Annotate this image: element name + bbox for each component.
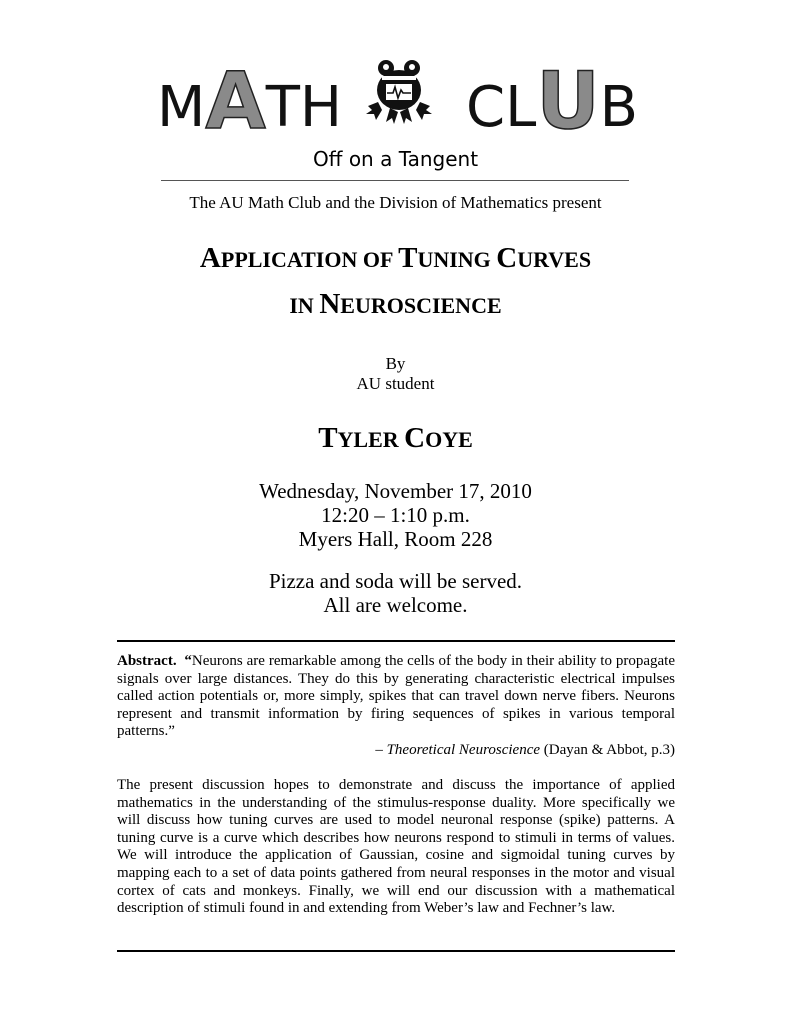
event-location: Myers Hall, Room 228: [298, 527, 493, 551]
logo-letter-u: U: [536, 57, 600, 147]
citation-title: Theoretical Neuroscience: [386, 742, 541, 758]
logo-letter-b: B: [599, 75, 639, 140]
abstract-label: Abstract.: [117, 653, 177, 669]
logo-club-text: [466, 57, 639, 147]
event-time: 12:20 – 1:10 p.m.: [321, 503, 470, 527]
logo-letter-m: M: [157, 75, 206, 140]
abstract-quote: Neurons are remarkable among the cells of the body in their ability to propagate signals over large distances. They do this by generating characteristic electrical impulses called action potentials or, more simply, spikes that can travel down nerve fibers. Neurons represent and transmit information by firing sequences of spikes in various temporal patterns.”: [117, 653, 675, 740]
food-notice: Pizza and soda will be served.: [268, 569, 523, 593]
tagline-divider: [161, 180, 629, 181]
abstract-top-rule: [117, 640, 675, 642]
talk-title-line1: APPLICATION OF TUNING CURVES: [199, 242, 592, 274]
logo-letters-cl: CL: [466, 75, 537, 140]
presenters-line: The AU Math Club and the Division of Mathematics present: [189, 193, 602, 212]
logo-letter-a: A: [205, 57, 266, 147]
welcome-notice: All are welcome.: [323, 593, 468, 617]
speaker-affiliation: AU student: [356, 374, 435, 393]
logo-math-text: [157, 57, 343, 147]
frog-mascot-icon: [364, 54, 434, 126]
talk-description: The present discussion hopes to demonstrate and discuss the importance of applied mathematics in the understanding of the stimulus-response duality. More specifically we will discuss how tuning curves are used to model neuronal response (spike) patterns. A tuning curve is a curve which describes how neurons respond to stimuli in terms of values. We will introduce the application of Gaussian, cosine and sigmoidal tuning curves by mapping each to a set of data points gathered from neural responses in the motor and visual cortex of cats and monkeys. Finally, we will end our discussion with a mathematical description of stimuli found in and extending from Weber’s law and Fechner’s law.: [117, 777, 675, 917]
talk-title-line2: IN NEUROSCIENCE: [289, 288, 502, 320]
tagline: Off on a Tangent: [312, 147, 479, 171]
speaker-name: TYLER COYE: [318, 422, 473, 454]
logo-letters-th: TH: [265, 75, 343, 140]
abstract-bottom-rule: [117, 950, 675, 952]
abstract-paragraph: Abstract. “Neurons are remarkable among the cells of the body in their ability to propagate signals over large distances. They do this by generating characteristic electrical impulses called action potentials or, more simply, spikes that can travel down nerve fibers. Neurons represent and transmit information by firing sequences of spikes in various temporal patterns.”: [117, 653, 675, 740]
by-label: By: [385, 354, 406, 373]
abstract-citation: – Theoretical Neuroscience (Dayan & Abbot, p.3): [375, 742, 675, 758]
event-date: Wednesday, November 17, 2010: [259, 479, 532, 503]
math-club-logo: [0, 52, 791, 147]
